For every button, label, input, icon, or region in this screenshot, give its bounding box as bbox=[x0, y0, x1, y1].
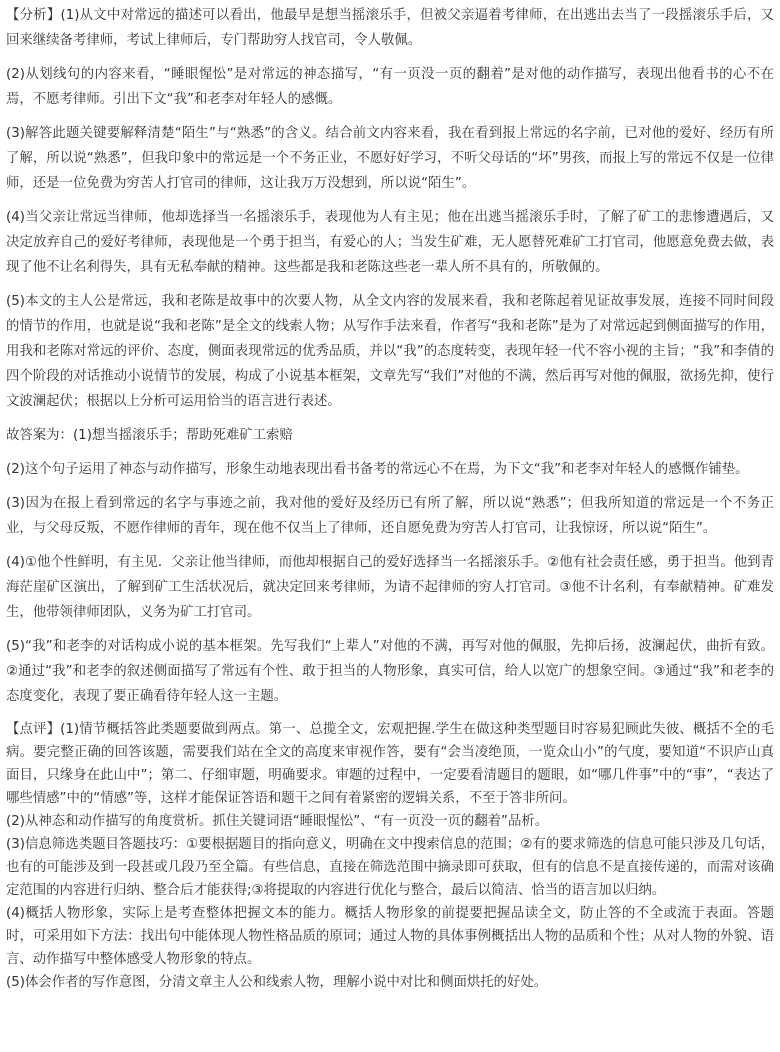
answer-paragraph-1: 故答案为：(1)想当摇滚乐手；帮助死难矿工索赔 bbox=[6, 428, 293, 443]
answer-paragraph-5: (5)“我”和老李的对话构成小说的基本框架。先写我们“上辈人”对他的不满，再写对他的佩服，先抑后扬，波澜起伏，曲折有致。②通过“我”和老李的叙述侧面描写了常远有个性、敢于担当的人物形象，真实可信，给人以宽广的想象空间。③通过“我”和老李的态度变化，表现了要正确看待年轻人这一主题。 bbox=[6, 639, 774, 704]
comment-paragraph-5: (5)体会作者的写作意图，分清文章主人公和线索人物，理解小说中对比和侧面烘托的好处。 bbox=[6, 975, 548, 990]
comment-paragraph-3: (3)信息筛选类题目答题技巧：①要根据题目的指向意义，明确在文中搜索信息的范围；②有的要求筛选的信息可能只涉及几句话，也有的可能涉及到一段甚或几段乃至全篇。有些信息，直接在筛选范围中摘录即可获取，但有的信息不是直接传递的，而需对该确定范围的内容进行归纳、整合后才能获得;③将提取的内容进行优化与整合，最后以简洁、恰当的语言加以归纳。 bbox=[6, 837, 774, 898]
analysis-paragraph-4: (4)当父亲让常远当律师，他却选择当一名摇滚乐手，表现他为人有主见；他在出逃当摇滚乐手时，了解了矿工的悲惨遭遇后，又决定放弃自己的爱好考律师，表现他是一个勇于担当，有爱心的人；当发生矿难，无人愿替死难矿工打官司，他愿意免费去做，表现了他不让名利得失，具有无私奉献的精神。这些都是我和老陈这些老一辈人所不具有的，所敬佩的。 bbox=[6, 210, 774, 275]
comment-paragraph-1: 【点评】(1)情节概括答此类题要做到两点。第一、总揽全文，宏观把握.学生在做这种类型题目时容易犯顾此失彼、概括不全的毛病。要完整正确的回答该题，需要我们站在全文的高度来审视作答，要有“会当凌绝顶，一览众山小”的气度，要知道“不识庐山真面目，只缘身在此山中”；第二、仔细审题，明确要求。审题的过程中，一定要看清题目的题眼，如“哪几件事”中的“事”，“表达了哪些情感”中的“情感”等，这样才能保证答语和题干之间有着紧密的逻辑关系，不至于答非所问。 bbox=[6, 722, 774, 806]
analysis-paragraph-5: (5)本文的主人公是常远，我和老陈是故事中的次要人物，从全文内容的发展来看，我和老陈起着见证故事发展，连接不同时间段的情节的作用，也就是说“我和老陈”是全文的线索人物；从写作手法来看，作者写“我和老陈”是为了对常远起到侧面描写的作用，用我和老陈对常远的评价、态度，侧面表现常远的优秀品质，并以“我”的态度转变，表现年轻一代不容小视的主旨；“我”和李倩的四个阶段的对话推动小说情节的发展，构成了小说基本框架，文章先写“我们”对他的不满，然后再写对他的佩服，欲扬先抑，使行文波澜起伏；根据以上分析可运用恰当的语言进行表述。 bbox=[6, 294, 774, 409]
comment-paragraph-2: (2)从神态和动作描写的角度赏析。抓住关键词语“睡眼惺忪”、“有一页没一页的翻着”品析。 bbox=[6, 814, 549, 829]
answer-section bbox=[6, 423, 774, 709]
analysis-paragraph-1: 【分析】(1)从文中对常远的描述可以看出，他最早是想当摇滚乐手，但被父亲逼着考律师，在出逃出去当了一段摇滚乐手后，又回来继续备考律师，考试上律师后，专门帮助穷人找官司，令人敬佩。 bbox=[6, 8, 774, 48]
analysis-section bbox=[6, 3, 774, 414]
answer-paragraph-2: (2)这个句子运用了神态与动作描写，形象生动地表现出看书备考的常远心不在焉，为下文“我”和老李对年轻人的感慨作铺垫。 bbox=[6, 462, 749, 477]
analysis-paragraph-2: (2)从划线句的内容来看，“睡眼惺忪”是对常远的神态描写，“有一页没一页的翻着”是对他的动作描写，表现出他看书的心不在焉，不愿考律师。引出下文“我”和老李对年轻人的感慨。 bbox=[6, 67, 774, 107]
answer-paragraph-4: (4)①他个性鲜明，有主见．父亲让他当律师，而他却根据自己的爱好选择当一名摇滚乐手。②他有社会责任感，勇于担当。他到青海茫崖矿区演出，了解到矿工生活状况后，就决定回来考律师，为请不起律师的穷人打官司。③他不计名利，有奉献精神。矿难发生，他带领律师团队，义务为矿工打官司。 bbox=[6, 555, 774, 620]
comment-paragraph-4: (4)概括人物形象，实际上是考查整体把握文本的能力。概括人物形象的前提要把握品读全文，防止答的不全或流于表面。答题时，可采用如下方法：找出句中能体现人物性格品质的原词；通过人物的具体事例概括出人物的品质和个性；从对人物的外貌、语言、动作描写中整体感受人物形象的特点。 bbox=[6, 906, 774, 967]
answer-paragraph-3: (3)因为在报上看到常远的名字与事迹之前，我对他的爱好及经历已有所了解，所以说“熟悉”；但我所知道的常远是一个不务正业，与父母反叛，不愿作律师的青年，现在他不仅当上了律师，还自愿免费为穷苦人打官司，让我惊讶，所以说“陌生”。 bbox=[6, 496, 774, 536]
analysis-paragraph-3: (3)解答此题关键要解释清楚“陌生”与“熟悉”的含义。结合前文内容来看，我在看到报上常远的名字前，已对他的爱好、经历有所了解，所以说“熟悉”，但我印象中的常远是一个不务正业，不愿好好学习，不听父母话的“坏”男孩，而报上写的常远不仅是一位律师，还是一位免费为穷苦人打官司的律师，这让我万万没想到，所以说“陌生”。 bbox=[6, 126, 774, 191]
comment-section bbox=[6, 718, 774, 994]
